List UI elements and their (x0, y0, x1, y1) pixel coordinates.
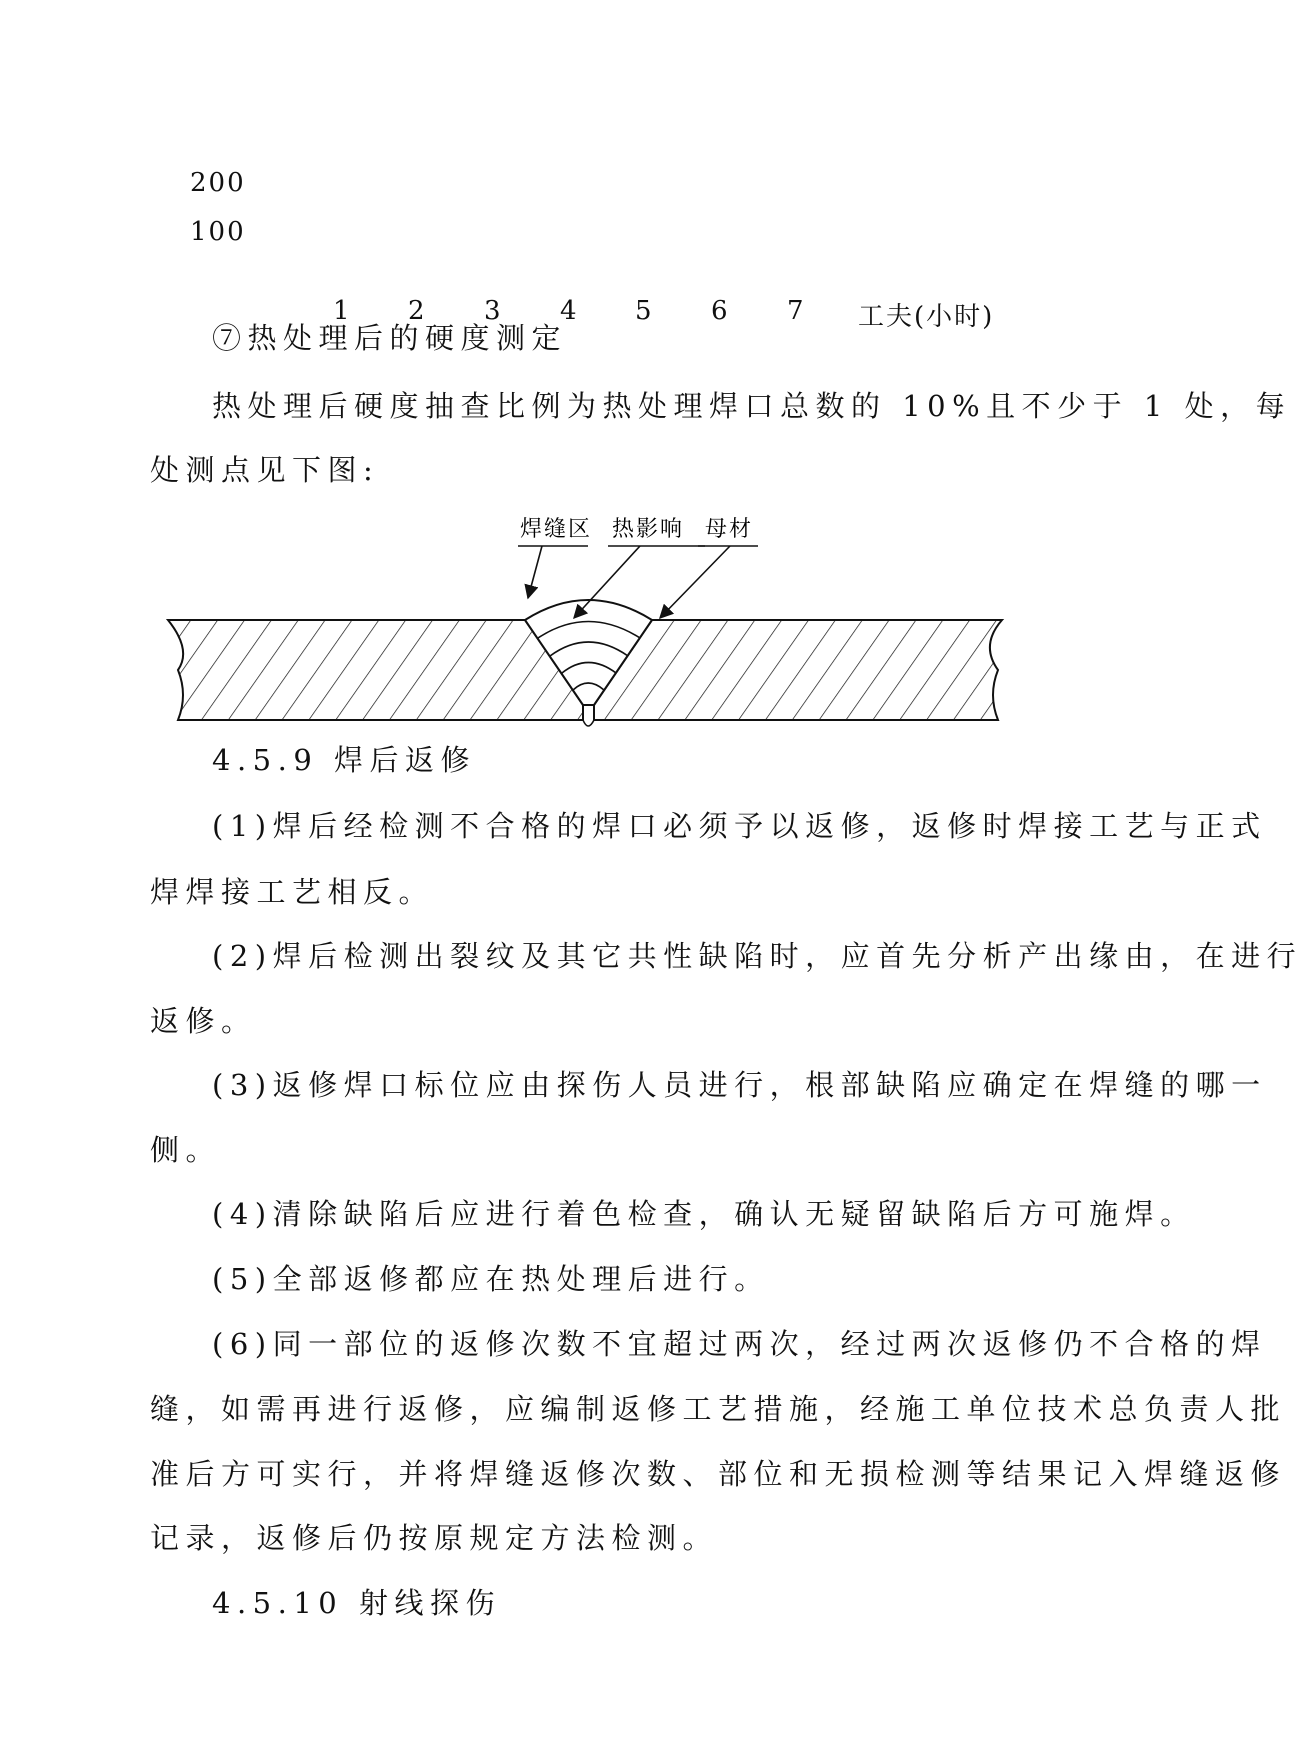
repair-item6-line3: 准后方可实行，并将焊缝返修次数、部位和无损检测等结果记入焊缝返修 (150, 1457, 1287, 1491)
repair-item2-line1: (2)焊后检测出裂纹及其它共性缺陷时，应首先分析产出缘由，在进行 (212, 939, 1302, 973)
x-tick-6: 6 (711, 296, 730, 326)
arrow-base-metal (660, 546, 730, 618)
y-tick-200: 200 (190, 168, 246, 198)
repair-item6-line2: 缝，如需再进行返修，应编制返修工艺措施，经施工单位技术总负责人批 (150, 1392, 1287, 1426)
hardness-heading: ⑦热处理后的硬度测定 (212, 321, 568, 355)
repair-item1-line1: (1)焊后经检测不合格的焊口必须予以返修，返修时焊接工艺与正式 (212, 809, 1267, 843)
label-weld-zone: 焊缝区 (520, 517, 593, 542)
x-axis-unit: 工夫(小时) (858, 302, 995, 332)
right-plate (594, 620, 1002, 720)
x-tick-7: 7 (787, 296, 806, 326)
repair-item2-line2: 返修。 (150, 1004, 257, 1038)
x-tick-1: 1 (333, 296, 352, 326)
left-plate (168, 620, 583, 720)
repair-heading: 4.5.9 焊后返修 (212, 743, 477, 777)
repair-item6-line1: (6)同一部位的返修次数不宜超过两次，经过两次返修仍不合格的焊 (212, 1327, 1267, 1361)
y-tick-100: 100 (190, 217, 246, 247)
x-tick-5: 5 (635, 296, 654, 326)
x-tick-3: 3 (484, 296, 503, 326)
weld-hardness-diagram (160, 510, 1020, 750)
repair-item3-line2: 侧。 (150, 1133, 222, 1167)
hardness-text-line2: 处测点见下图: (150, 453, 380, 487)
repair-item3-line1: (3)返修焊口标位应由探伤人员进行，根部缺陷应确定在焊缝的哪一 (212, 1068, 1267, 1102)
x-tick-2: 2 (408, 296, 427, 326)
repair-item6-line4: 记录，返修后仍按原规定方法检测。 (150, 1521, 719, 1555)
heat-treatment-curve-fragment (0, 0, 1241, 332)
rt-heading: 4.5.10 射线探伤 (212, 1586, 501, 1620)
hardness-text-line1: 热处理后硬度抽查比例为热处理焊口总数的 10%且不少于 1 处，每 (212, 389, 1292, 423)
label-base-metal: 母材 (705, 517, 754, 542)
repair-item1-line2: 焊焊接工艺相反。 (150, 875, 435, 909)
label-haz: 热影响 (612, 517, 685, 542)
repair-item5: (5)全部返修都应在热处理后进行。 (212, 1262, 770, 1296)
x-tick-4: 4 (560, 296, 579, 326)
arrow-weld-zone (528, 546, 542, 598)
repair-item4: (4)清除缺陷后应进行着色检查，确认无疑留缺陷后方可施焊。 (212, 1197, 1196, 1231)
